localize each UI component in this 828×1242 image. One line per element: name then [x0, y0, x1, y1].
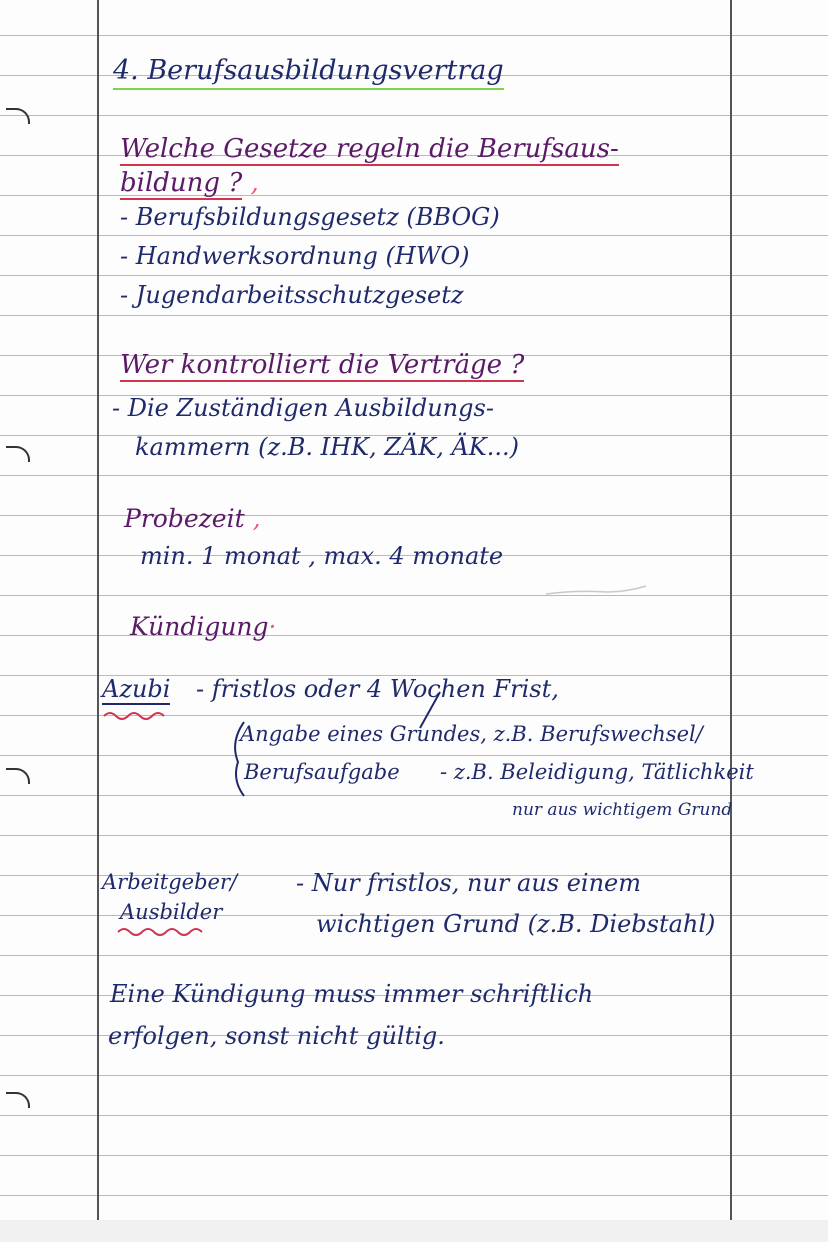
arbeitgeber-line2: wichtigen Grund (z.B. Diebstahl)	[316, 910, 716, 938]
azubi-wavy-underline	[104, 713, 164, 719]
bottom-strip	[0, 1220, 828, 1242]
oder-connector	[420, 692, 440, 728]
law-item: - Jugendarbeitsschutzgesetz	[120, 281, 464, 309]
kuendigung-heading: Kündigung·	[130, 612, 277, 641]
azubi-bracket	[235, 722, 244, 796]
arbeitgeber-label-line1: Arbeitgeber/	[102, 870, 238, 894]
law-item: - Handwerksordnung (HWO)	[120, 242, 470, 270]
question-laws-line1: Welche Gesetze regeln die Berufsaus-	[120, 134, 619, 164]
azubi-label: Azubi	[102, 675, 171, 703]
azubi-line2: Angabe eines Grundes, z.B. Berufswechsel/	[240, 722, 703, 746]
question-laws-line2: bildung ? ,	[120, 168, 259, 198]
arbeitgeber-wavy-underline	[118, 929, 202, 935]
answer-contracts-line1: - Die Zuständigen Ausbildungs-	[112, 394, 494, 422]
azubi-line3: Berufsaufgabe	[244, 760, 400, 784]
azubi-line1: - fristlos oder 4 Wochen Frist,	[196, 675, 559, 703]
page-title: 4. Berufsausbildungsvertrag	[113, 55, 504, 90]
azubi-line4: nur aus wichtigem Grund	[512, 800, 733, 820]
closing-line1: Eine Kündigung muss immer schriftlich	[110, 980, 594, 1008]
answer-contracts-line2: kammern (z.B. IHK, ZÄK, ÄK...)	[135, 433, 519, 461]
azubi-line3b: - z.B. Beleidigung, Tätlichkeit	[440, 760, 754, 784]
faint-scribble	[546, 586, 646, 594]
probezeit-heading: Probezeit ,	[124, 504, 261, 533]
law-item: - Berufsbildungsgesetz (BBOG)	[120, 203, 500, 231]
question-contracts: Wer kontrolliert die Verträge ?	[120, 350, 525, 380]
probezeit-text: min. 1 monat , max. 4 monate	[140, 542, 504, 570]
closing-line2: erfolgen, sonst nicht gültig.	[108, 1022, 445, 1050]
arbeitgeber-label-line2: Ausbilder	[120, 900, 223, 924]
arbeitgeber-line1: - Nur fristlos, nur aus einem	[296, 869, 642, 897]
